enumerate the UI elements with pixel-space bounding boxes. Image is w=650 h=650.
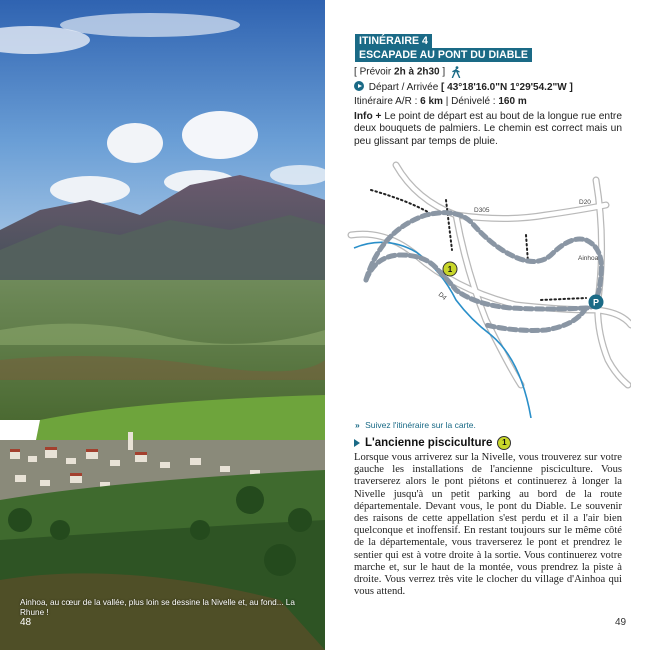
double-chevron-icon: » <box>355 420 360 430</box>
itinerary-map <box>346 160 631 418</box>
itinerary-number: ITINÉRAIRE 4 <box>355 34 432 48</box>
elevation-gain: 160 m <box>498 96 527 107</box>
stats-line: Itinéraire A/R : 6 km | Dénivelé : 160 m <box>354 96 527 107</box>
triangle-bullet-icon <box>354 439 360 447</box>
itinerary-title <box>355 34 532 62</box>
info-paragraph <box>354 111 622 148</box>
road-label-d305: D305 <box>474 207 490 214</box>
parking-marker <box>589 295 604 310</box>
section-title: L'ancienne pisciculture <box>365 437 493 449</box>
page-number-right: 49 <box>615 617 627 628</box>
stop-marker-1 <box>443 262 457 276</box>
info-label: Info + <box>354 111 382 122</box>
road-label-d20: D20 <box>579 199 591 206</box>
walking-person-icon <box>451 66 461 78</box>
stop-number-badge: 1 <box>497 436 511 450</box>
village-label-ainhoa: Ainhoa <box>578 255 599 262</box>
roads <box>351 165 631 385</box>
section-body: Lorsque vous arriverez sur la Nivelle, vous trouverez sur votre gauche les installations de l'ancienne pisciculture. Vous traverserez alors le pont piétons et continuerez à longer la Nivelle jusqu'à un petit parking au bord de la route départementale. Devant vous, le pont du Diable. Le souvenir des raisons de cette appellation s'est perdu et il a l'air bien quelconque et inoffensif. En restant toujours sur le même côté de la départementale, vous traverserez le pont et prendrez le sentier qui est à votre droite à la sortie. Vous continuerez votre marche et, sur le haut de la montée, vous prendrez la piste à droite. Vous verrez très vite le clocher du village d'Ainhoa qui vous attend. <box>354 452 622 598</box>
info-text: Le point de départ est au bout de la longue rue entre deux bouquets de palmiers. Le chemin est correct mais un peu glissant par temps de pluie. <box>354 111 622 147</box>
itinerary-name: ESCAPADE AU PONT DU DIABLE <box>355 48 532 62</box>
section-heading <box>354 436 511 450</box>
duration-value: 2h à 2h30 <box>394 66 440 78</box>
play-circle-icon <box>354 81 364 91</box>
follow-map-hint: » Suivez l'itinéraire sur la carte. <box>355 420 476 430</box>
photo-caption: Ainhoa, au cœur de la vallée, plus loin se dessine la Nivelle et, au fond... La Rhune ! <box>20 598 295 617</box>
road-label-d4: D4 <box>436 291 448 302</box>
duration-line: [ Prévoir 2h à 2h30 ] <box>354 66 461 79</box>
page-number-left: 48 <box>20 617 32 628</box>
route-length: 6 km <box>420 96 443 107</box>
coordinates-value: [ 43°18'16.0"N 1°29'54.2"W ] <box>441 82 573 93</box>
svg-text:1: 1 <box>447 265 453 274</box>
start-coordinates-line: Départ / Arrivée [ 43°18'16.0"N 1°29'54.2"W ] <box>354 81 573 94</box>
svg-text:P: P <box>592 297 600 308</box>
